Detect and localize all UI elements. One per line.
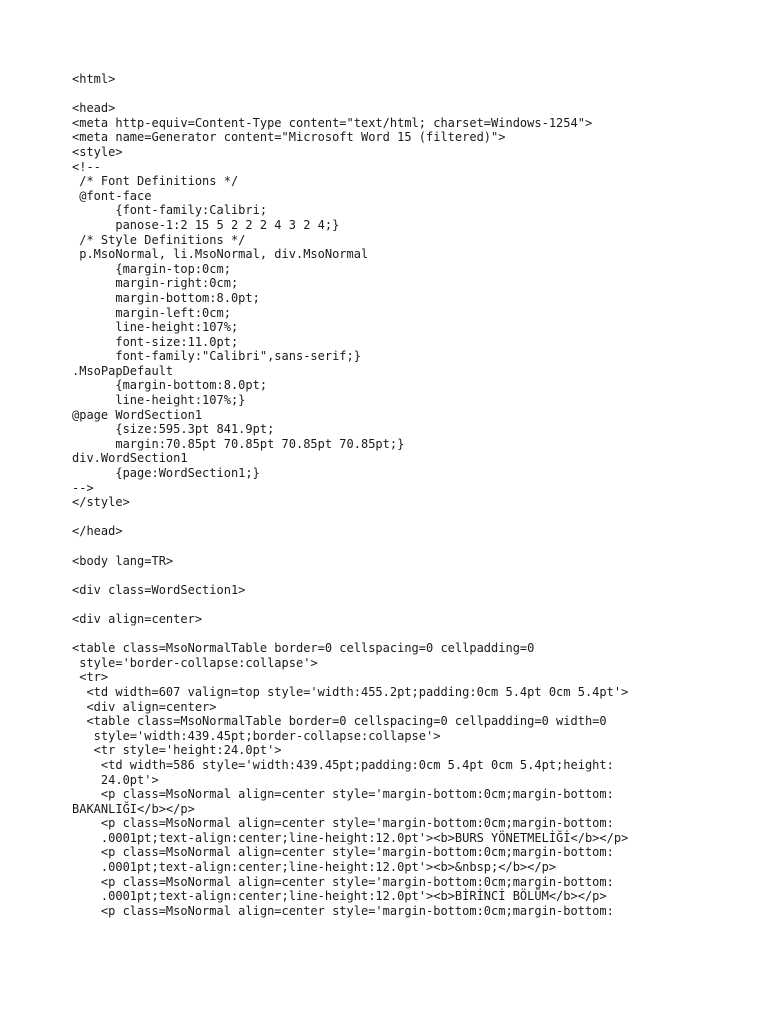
document-page [72, 72, 752, 918]
source-code-text: <html> <head> <meta http-equiv=Content-Type content="text/html; charset=Windows-1254"> <meta name=Generator content="Microsoft Word 15 (filtered)"> <style> <!-- /* Font Definitions */ @font-face {font-family:Calibri; panose-1:2 15 5 2 2 2 4 3 2 4;} /* Style Definitions */ p.MsoNormal, li.MsoNormal, div.MsoNormal {margin-top:0cm; margin-right:0cm; margin-bottom:8.0pt; margin-left:0cm; line-height:107%; font-size:11.0pt; font-family:"Calibri",sans-serif;} .MsoPapDefault {margin-bottom:8.0pt; line-height:107%;} @page WordSection1 {size:595.3pt 841.9pt; margin:70.85pt 70.85pt 70.85pt 70.85pt;} div.WordSection1 {page:WordSection1;} --> </style> </head> <body lang=TR> <div class=WordSection1> <div align=center> <table class=MsoNormalTable border=0 cellspacing=0 cellpadding=0 style='border-collapse:collapse'> <tr> <td width=607 valign=top style='width:455.2pt;padding:0cm 5.4pt 0cm 5.4pt'> <div align=center> <table class=MsoNormalTable border=0 cellspacing=0 cellpadding=0 width=0 style='width:439.45pt;border-collapse:collapse'> <tr style='height:24.0pt'> <td width=586 style='width:439.45pt;padding:0cm 5.4pt 0cm 5.4pt;height: 24.0pt'> <p class=MsoNormal align=center style='margin-bottom:0cm;margin-bottom: BAKANLIĞI</b></p> <p class=MsoNormal align=center style='margin-bottom:0cm;margin-bottom: .0001pt;text-align:center;line-height:12.0pt'><b>BURS YÖNETMELİĞİ</b></p> <p class=MsoNormal align=center style='margin-bottom:0cm;margin-bottom: .0001pt;text-align:center;line-height:12.0pt'><b>&nbsp;</b></p> <p class=MsoNormal align=center style='margin-bottom:0cm;margin-bottom: .0001pt;text-align:center;line-height:12.0pt'><b>BİRİNCİ BÖLÜM</b></p> <p class=MsoNormal align=center style='margin-bottom:0cm;margin-bottom: [72, 72, 629, 918]
